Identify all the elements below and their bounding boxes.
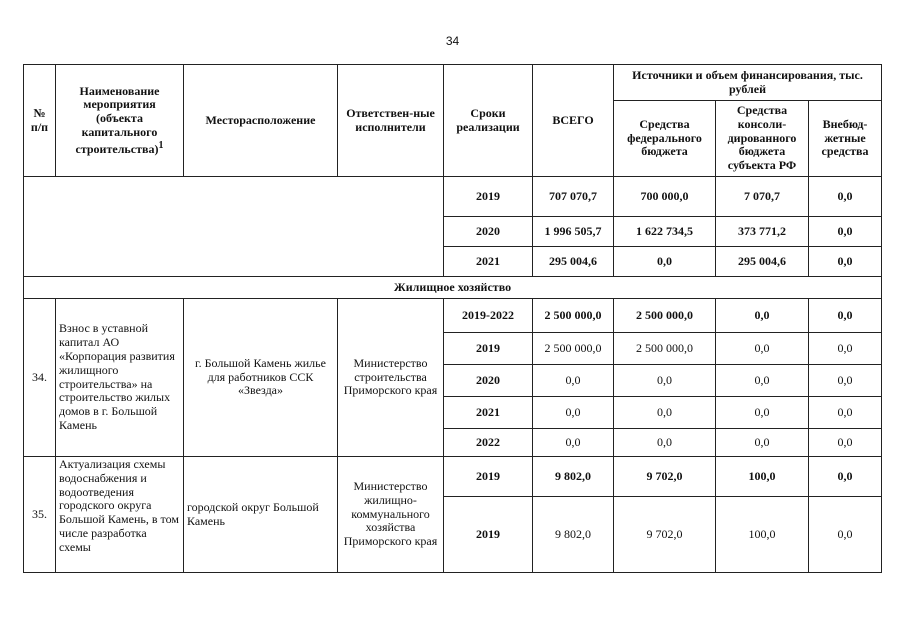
header-location: Месторасположение bbox=[184, 65, 338, 177]
summary-year: 2020 bbox=[444, 217, 533, 247]
item34-num: 34. bbox=[24, 299, 56, 457]
summary-federal: 1 622 734,5 bbox=[614, 217, 716, 247]
item34-total: 2 500 000,0 bbox=[533, 299, 614, 333]
summary-year: 2019 bbox=[444, 177, 533, 217]
header-regional: Средства консоли-дированного бюджета субъекта РФ bbox=[716, 101, 809, 177]
table-row bbox=[24, 299, 882, 333]
item34-name: Взнос в уставной капитал АО «Корпорация развития жилищного строительства» на строительство жилых домов в г. Большой Камень bbox=[56, 299, 184, 457]
item35-regional: 100,0 bbox=[716, 457, 809, 497]
item34-total: 0,0 bbox=[533, 429, 614, 457]
header-name bbox=[56, 65, 184, 177]
item34-federal: 0,0 bbox=[614, 397, 716, 429]
item35-extra: 0,0 bbox=[809, 497, 882, 573]
item34-extra: 0,0 bbox=[809, 299, 882, 333]
item35-num: 35. bbox=[24, 457, 56, 573]
section-row bbox=[24, 277, 882, 299]
item34-regional: 0,0 bbox=[716, 365, 809, 397]
summary-extra: 0,0 bbox=[809, 217, 882, 247]
header-row-1 bbox=[24, 65, 882, 101]
item34-federal: 2 500 000,0 bbox=[614, 299, 716, 333]
item35-extra: 0,0 bbox=[809, 457, 882, 497]
item34-total: 0,0 bbox=[533, 397, 614, 429]
header-total: ВСЕГО bbox=[533, 65, 614, 177]
item34-year: 2020 bbox=[444, 365, 533, 397]
item34-extra: 0,0 bbox=[809, 365, 882, 397]
item35-name: Актуализация схемы водоснабжения и водоотведения городского округа Большой Камень, в том числе разработка схемы bbox=[56, 457, 184, 573]
item34-total: 2 500 000,0 bbox=[533, 333, 614, 365]
summary-regional: 295 004,6 bbox=[716, 247, 809, 277]
header-name-text: Наименование мероприятия (объекта капитального строительства) bbox=[75, 83, 160, 156]
item35-total: 9 802,0 bbox=[533, 497, 614, 573]
summary-federal: 700 000,0 bbox=[614, 177, 716, 217]
item34-regional: 0,0 bbox=[716, 397, 809, 429]
item35-federal: 9 702,0 bbox=[614, 497, 716, 573]
item35-regional: 100,0 bbox=[716, 497, 809, 573]
header-extra: Внебюд-жетные средства bbox=[809, 101, 882, 177]
header-executors: Ответствен-ные исполнители bbox=[338, 65, 444, 177]
header-period: Сроки реализации bbox=[444, 65, 533, 177]
item35-year: 2019 bbox=[444, 457, 533, 497]
header-sources: Источники и объем финансирования, тыс. рублей bbox=[614, 65, 882, 101]
summary-total: 1 996 505,7 bbox=[533, 217, 614, 247]
item35-federal: 9 702,0 bbox=[614, 457, 716, 497]
item34-regional: 0,0 bbox=[716, 299, 809, 333]
item34-total: 0,0 bbox=[533, 365, 614, 397]
item34-federal: 2 500 000,0 bbox=[614, 333, 716, 365]
summary-regional: 373 771,2 bbox=[716, 217, 809, 247]
item35-location: городской округ Большой Камень bbox=[184, 457, 338, 573]
section-title: Жилищное хозяйство bbox=[24, 277, 882, 299]
item34-extra: 0,0 bbox=[809, 397, 882, 429]
item34-year: 2021 bbox=[444, 397, 533, 429]
header-num: № п/п bbox=[24, 65, 56, 177]
item34-federal: 0,0 bbox=[614, 365, 716, 397]
item35-year: 2019 bbox=[444, 497, 533, 573]
item34-location: г. Большой Камень жилье для работников ССК «Звезда» bbox=[184, 299, 338, 457]
item34-executors: Министерство строительства Приморского края bbox=[338, 299, 444, 457]
summary-regional: 7 070,7 bbox=[716, 177, 809, 217]
item34-regional: 0,0 bbox=[716, 333, 809, 365]
header-name-footnote: 1 bbox=[158, 139, 164, 151]
page-number: 34 bbox=[445, 34, 460, 48]
item35-total: 9 802,0 bbox=[533, 457, 614, 497]
header-federal: Средства федерального бюджета bbox=[614, 101, 716, 177]
item34-year: 2019-2022 bbox=[444, 299, 533, 333]
item34-extra: 0,0 bbox=[809, 333, 882, 365]
summary-federal: 0,0 bbox=[614, 247, 716, 277]
summary-extra: 0,0 bbox=[809, 247, 882, 277]
financing-table bbox=[23, 64, 882, 573]
item34-year: 2019 bbox=[444, 333, 533, 365]
summary-total: 707 070,7 bbox=[533, 177, 614, 217]
summary-row bbox=[24, 177, 882, 217]
item34-extra: 0,0 bbox=[809, 429, 882, 457]
item34-year: 2022 bbox=[444, 429, 533, 457]
item35-executors: Министерство жилищно-коммунального хозяйства Приморского края bbox=[338, 457, 444, 573]
table-row bbox=[24, 457, 882, 497]
item34-regional: 0,0 bbox=[716, 429, 809, 457]
summary-year: 2021 bbox=[444, 247, 533, 277]
summary-extra: 0,0 bbox=[809, 177, 882, 217]
summary-total: 295 004,6 bbox=[533, 247, 614, 277]
item34-federal: 0,0 bbox=[614, 429, 716, 457]
summary-blank bbox=[24, 177, 444, 277]
